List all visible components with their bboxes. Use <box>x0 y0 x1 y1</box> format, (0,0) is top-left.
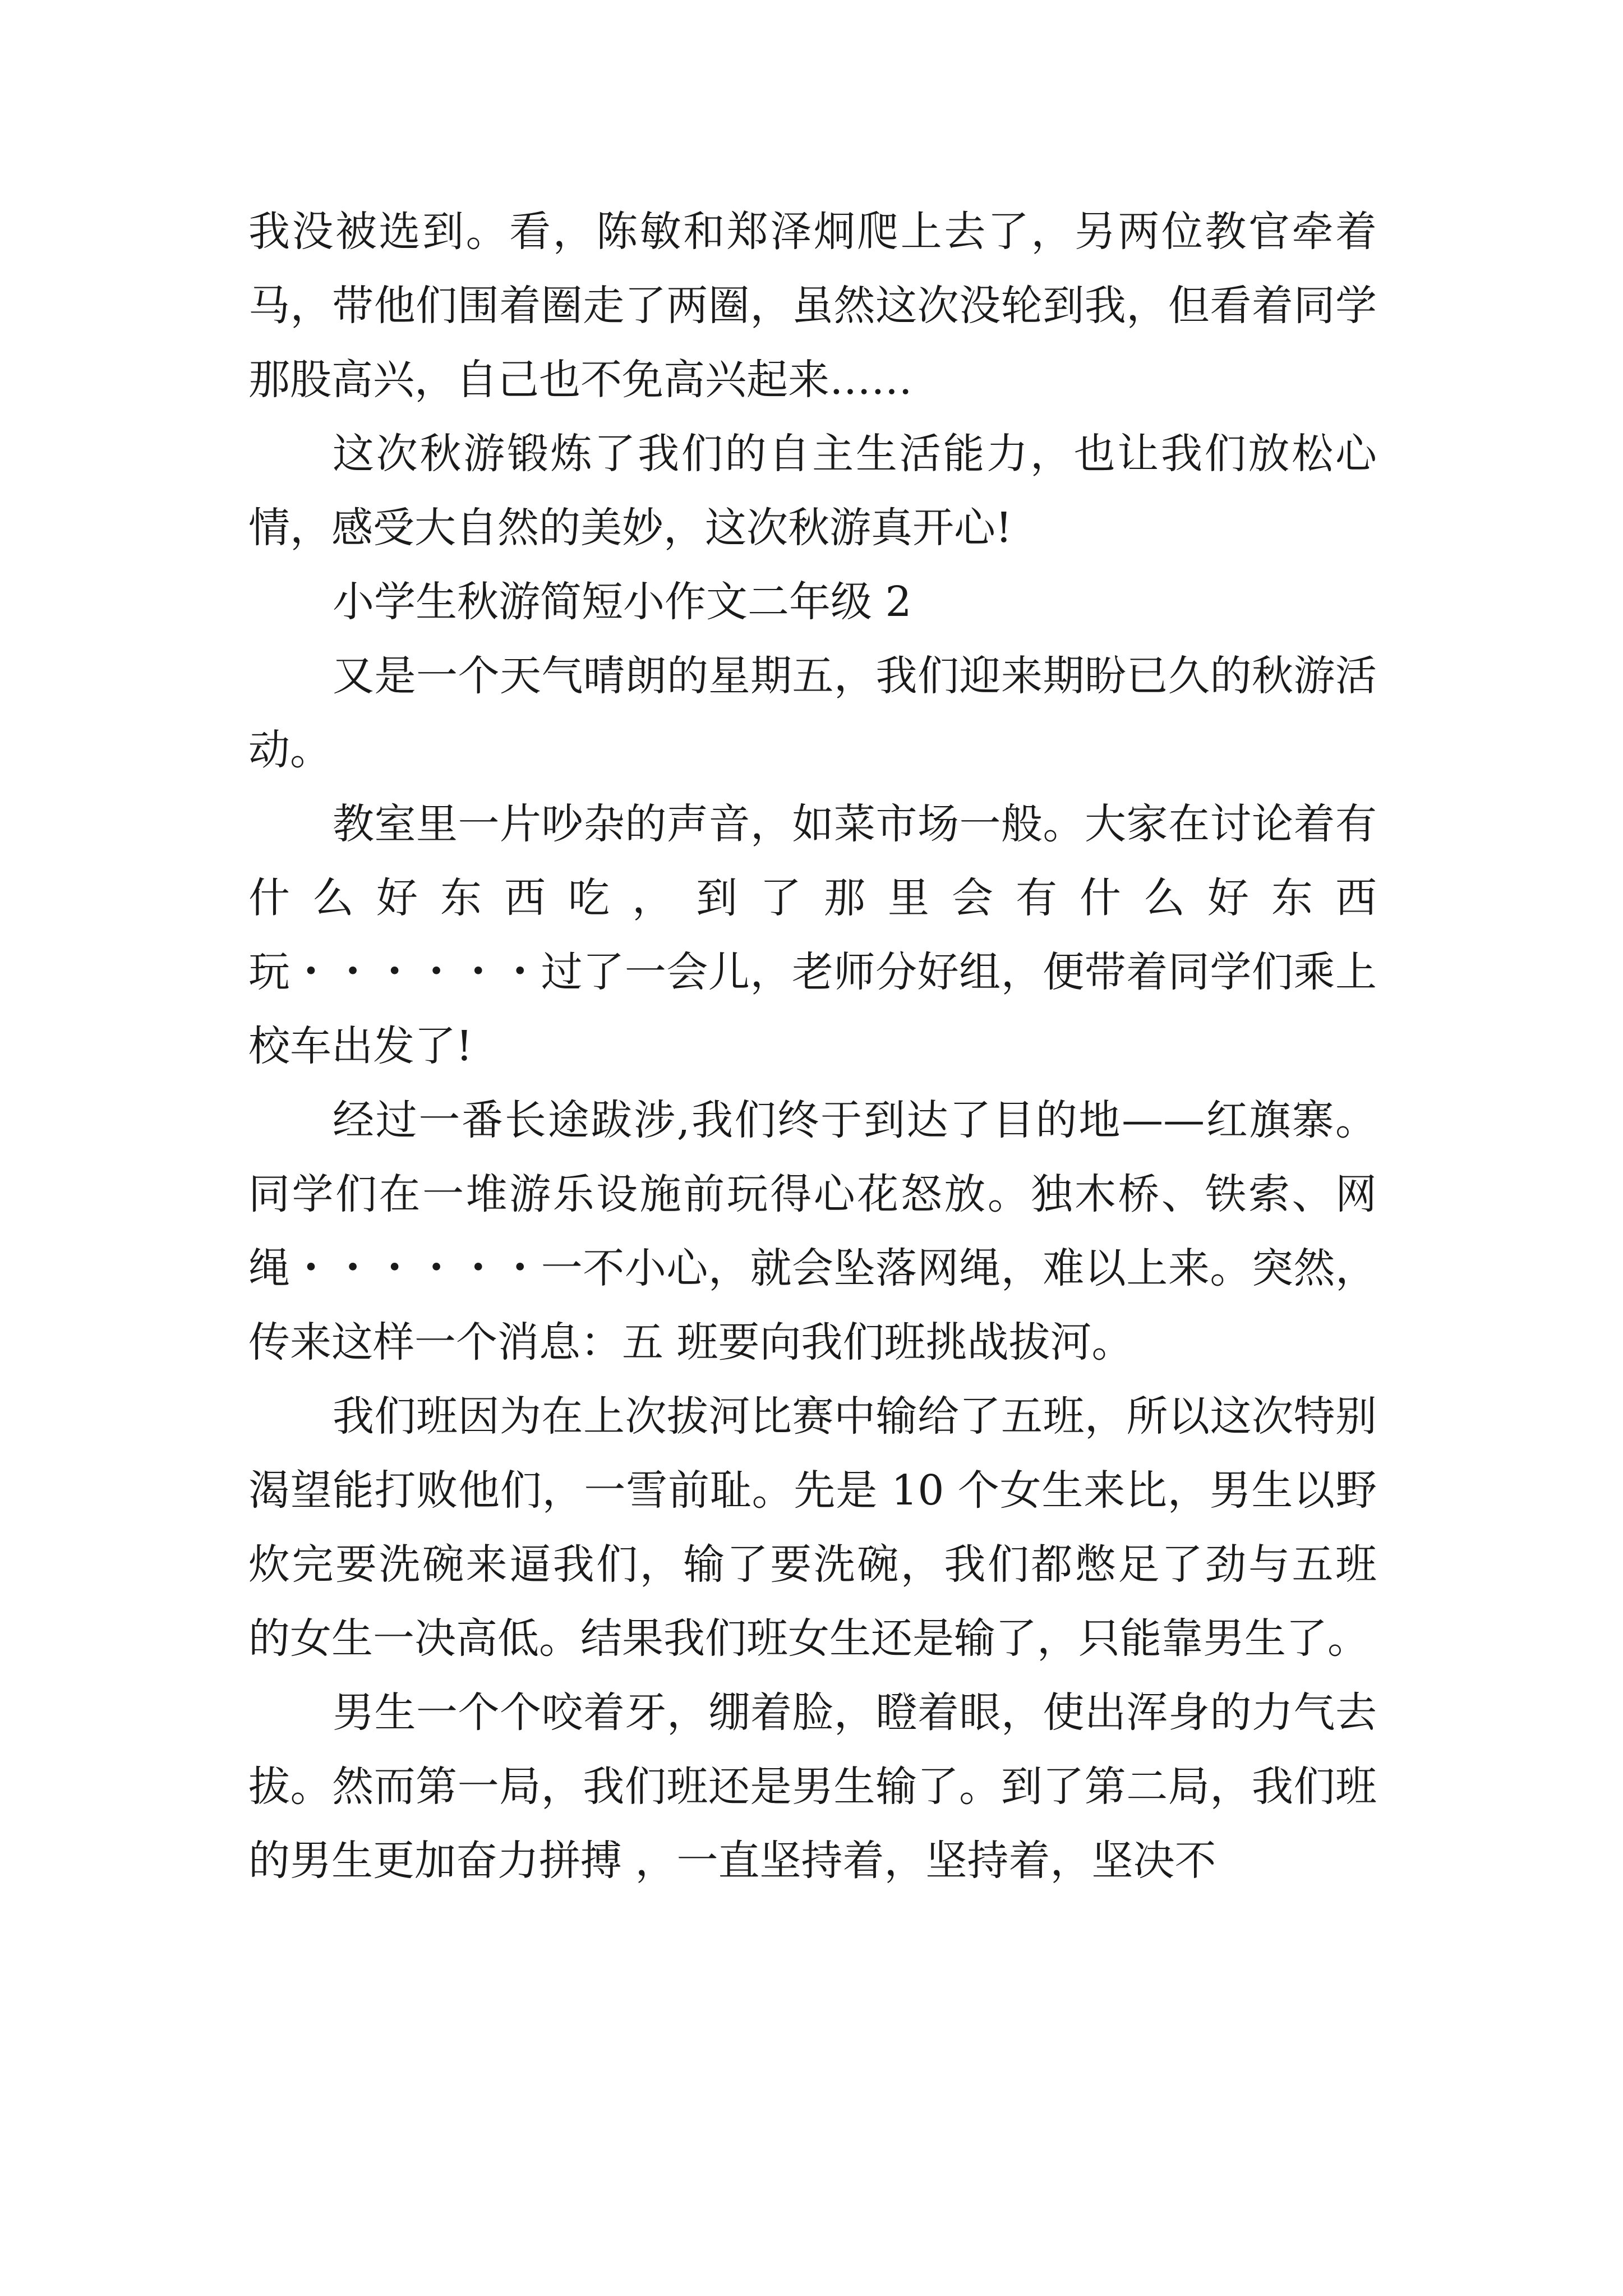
essay-title: 小学生秋游简短小作文二年级 2 <box>333 578 912 626</box>
paragraph-boys-round: 男生一个个咬着牙，绷着脸，瞪着眼，使出浑身的力气去拔。然而第一局，我们班还是男生输了。到了第二局，我们班的男生更加奋力拼搏 ，一直坚持着，坚持着，坚决不 <box>248 1688 1377 1885</box>
paragraph-intro: 又是一个天气晴朗的星期五，我们迎来期盼已久的秋游活动。 <box>248 652 1377 774</box>
paragraph-tug-of-war: 我们班因为在上次拔河比赛中输给了五班，所以这次特别渴望能打败他们，一雪前耻。先是 10 个女生来比，男生以野炊完要洗碗来逼我们，输了要洗碗，我们都憋足了劲与五班 的女生一决高低。结果我们班女生还是输了，只能靠男生了。 <box>248 1392 1377 1663</box>
paragraph-continuation: 我没被选到。看，陈敏和郑泽炯爬上去了，另两位教官牵着马，带他们围着圈走了两圈，虽然这次没轮到我，但看着同学那股高兴，自己也不免高兴起来…… <box>248 208 1377 404</box>
paragraph-conclusion: 这次秋游锻炼了我们的自主生活能力，也让我们放松心情，感受大自然的美妙，这次秋游真开心! <box>248 430 1377 552</box>
paragraph-classroom: 教室里一片吵杂的声音，如菜市场一般。大家在讨论着有 什 么 好 东 西 吃 ， 到 了 那 里 会 有 什 么 好 东 西 玩・・・・・・过了一会儿，老师分好组，便带着同学们乘上校车出发了! <box>248 800 1377 1070</box>
document-body <box>248 195 1377 1898</box>
paragraph-arrival: 经过一番长途跋涉,我们终于到达了目的地——红旗寨。同学们在一堆游乐设施前玩得心花怒放。独木桥、铁索、网绳・・・・・・一不小心，就会坠落网绳，难以上来。突然，传来这样一个消息：五 班要向我们班挑战拔河。 <box>248 1096 1377 1366</box>
